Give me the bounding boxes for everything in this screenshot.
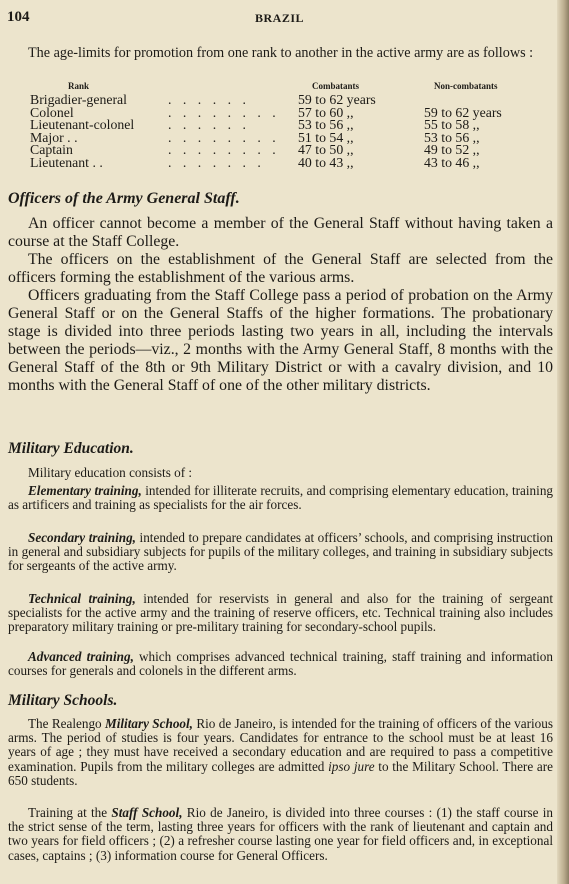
text-run: to the Military School. There are 650 students. bbox=[8, 758, 553, 788]
military-school-term: Military School, bbox=[105, 716, 193, 731]
page-number: 104 bbox=[7, 9, 30, 25]
item-term: Elementary training, bbox=[28, 483, 142, 498]
combatants-cell: 57 to 60 ,, bbox=[298, 104, 354, 120]
general-staff-heading: Officers of the Army General Staff. bbox=[8, 190, 240, 207]
education-item-secondary bbox=[8, 531, 553, 574]
non-combatants-cell: 43 to 46 ,, bbox=[424, 154, 480, 170]
text-run: Rio de Janeiro, is intended for the training of officers of the various arms. The period of studies is four years. Candidates for entrance to the school must be at least 16 years of age ; they must have received a secondary education and are required to pass a competitive examination. Pupils from the military colleges are admitted bbox=[8, 716, 553, 774]
text-run: Rio de Janeiro, is divided into three courses : (1) the staff course in the strict sense of the term, lasting three years for officers with the rank of lieutenant and captain and two years for field officers ; (2) a refresher course lasting one year for field officers and, in exceptional cases, captains ; (3) information course for General Officers. bbox=[8, 805, 554, 863]
combatants-cell: 51 to 54 ,, bbox=[298, 129, 354, 145]
leader-dots: . . . . . . bbox=[168, 92, 250, 107]
combatants-cell: 59 to 62 years bbox=[298, 92, 376, 107]
item-text: intended to prepare candidates at officers’ schools, and comprising instruction in general and subsidiary subjects for pupils of the military colleges, and training in subsidiary subjects for sergeants of the active army. bbox=[8, 530, 553, 574]
text-run: The Realengo bbox=[28, 716, 105, 731]
rank-cell: Captain bbox=[30, 142, 73, 157]
intro-paragraph: The age-limits for promotion from one rank to another in the active army are as follows : bbox=[28, 45, 534, 61]
non-combatants-cell: 49 to 52 ,, bbox=[424, 142, 480, 157]
schools-heading: Military Schools. bbox=[8, 692, 118, 709]
page-edge bbox=[557, 0, 569, 884]
rank-cell: Brigadier-general bbox=[30, 92, 128, 107]
item-term: Technical training, bbox=[28, 591, 136, 606]
non-combatants-column-header: Non-combatants bbox=[434, 81, 498, 91]
schools-paragraph-1 bbox=[8, 717, 553, 788]
combatants-cell: 47 to 50 ,, bbox=[298, 142, 354, 157]
item-text: intended for illiterate recruits, and comprising elementary education, training as artificers and training as specialists for the air forces. bbox=[8, 483, 554, 513]
item-term: Secondary training, bbox=[28, 530, 136, 545]
item-text: which comprises advanced technical training, staff training and information courses for generals and colonels in the different arms. bbox=[8, 649, 553, 679]
text-run: Training at the bbox=[28, 805, 112, 820]
schools-paragraph-2 bbox=[8, 806, 553, 863]
education-heading: Military Education. bbox=[8, 440, 134, 457]
item-text: intended for reservists in general and also for the training of sergeant specialists for the active army and the training of reserve officers, etc. Technical training also includes preparatory military training or pre-military training for secondary-school pupils. bbox=[8, 591, 553, 635]
combatants-cell: 40 to 43 ,, bbox=[298, 154, 354, 170]
general-staff-paragraph-1: An officer cannot become a member of the General Staff without having taken a course at the Staff College. bbox=[8, 215, 553, 250]
non-combatants-cell: 59 to 62 years bbox=[424, 104, 502, 120]
leader-dots: . . . . . . . . bbox=[168, 142, 280, 157]
rank-cell: Major . . bbox=[30, 129, 78, 145]
education-item-elementary bbox=[8, 484, 553, 512]
rank-age-table bbox=[30, 81, 550, 169]
education-item-technical bbox=[8, 592, 553, 635]
leader-dots: . . . . . . . bbox=[168, 154, 265, 170]
rank-cell: Lieutenant . . bbox=[30, 154, 103, 170]
leader-dots: . . . . . . . . bbox=[168, 129, 280, 145]
non-combatants-cell: 53 to 56 ,, bbox=[424, 129, 480, 145]
combatants-column-header: Combatants bbox=[312, 81, 360, 91]
latin-phrase: ipso jure bbox=[328, 758, 375, 774]
table-row bbox=[30, 154, 550, 170]
page-header bbox=[7, 9, 552, 27]
running-title: BRAZIL bbox=[254, 11, 304, 25]
rank-column-header: Rank bbox=[68, 81, 90, 91]
rank-cell: Lieutenant-colonel bbox=[30, 117, 135, 132]
general-staff-paragraph-3: Officers graduating from the Staff College pass a period of probation on the Army General Staff or on the General Staffs of the higher formations. The probationary stage is divided into three periods lasting two years in all, including the intervals between the periods—viz., 2 months with the Army General Staff, 8 months with the General Staff of the 8th or 9th Military District or with a cavalry division, and 10 months with the General Staff of one of the other military districts. bbox=[8, 287, 553, 394]
rank-cell: Colonel bbox=[30, 104, 74, 120]
combatants-cell: 53 to 56 ,, bbox=[298, 117, 354, 132]
education-intro: Military education consists of : bbox=[28, 465, 193, 480]
general-staff-paragraph-2: The officers on the establishment of the General Staff are selected from the officers forming the establishment of the various arms. bbox=[8, 251, 553, 286]
leader-dots: . . . . . . bbox=[168, 117, 250, 132]
item-term: Advanced training, bbox=[28, 649, 134, 664]
leader-dots: . . . . . . . . bbox=[168, 104, 280, 120]
non-combatants-cell: 55 to 58 ,, bbox=[424, 117, 480, 132]
education-item-advanced bbox=[8, 650, 553, 678]
staff-school-term: Staff School, bbox=[111, 805, 183, 820]
